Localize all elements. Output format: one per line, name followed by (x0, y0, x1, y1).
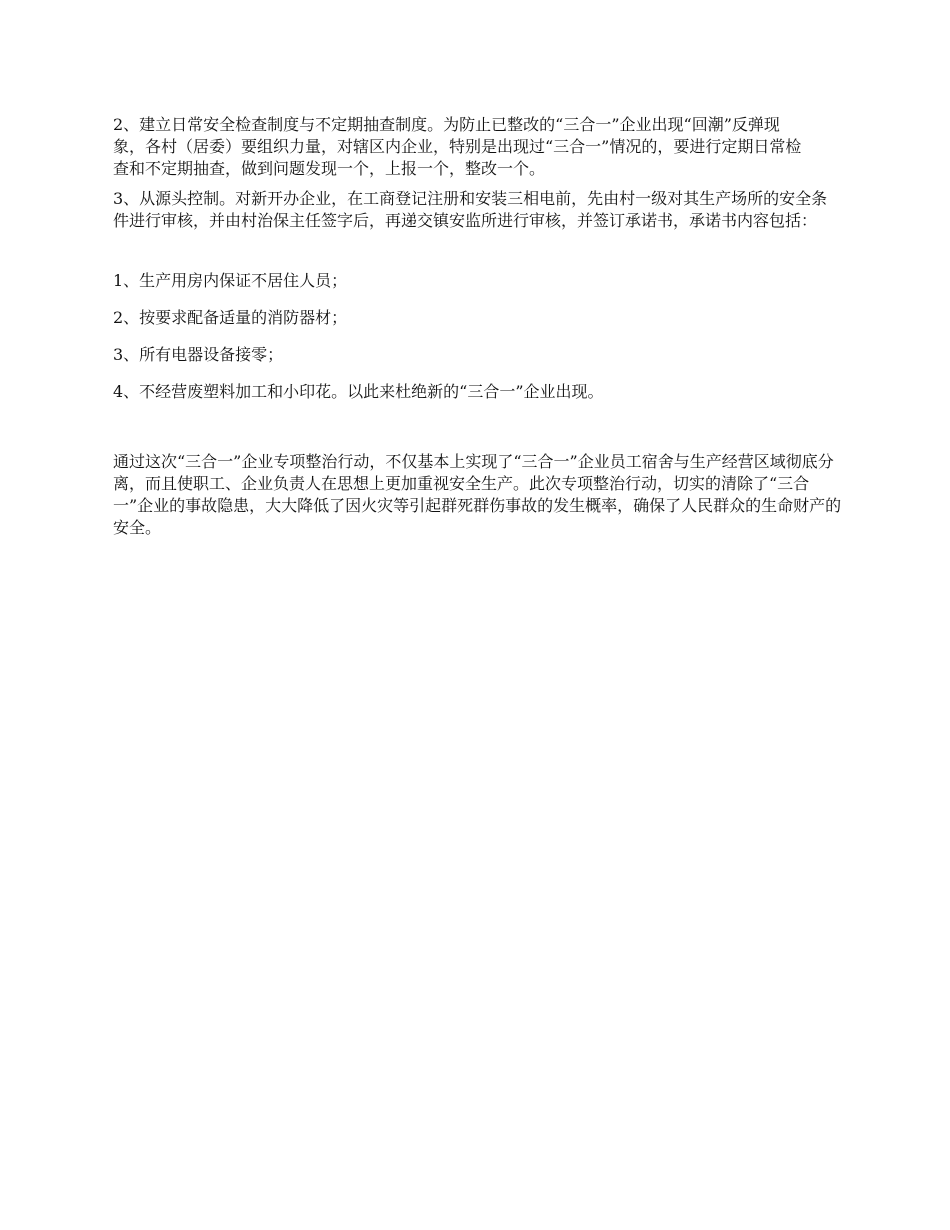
paragraph-conclusion: 通过这次“三合一”企业专项整治行动，不仅基本上实现了“三合一”企业员工宿舍与生产经营区域彻底分离，而且使职工、企业负责人在思想上更加重视安全生产。此次专项整治行动，切实的清除了“三合一”企业的事故隐患，大大降低了因火灾等引起群死群伤事故的发生概率，确保了人民群众的生命财产的安全。 (113, 452, 842, 537)
list-item-fire-equipment: 2、按要求配备适量的消防器材； (113, 308, 348, 327)
list-item-grounding: 3、所有电器设备接零； (113, 345, 284, 364)
list-item-no-residents: 1、生产用房内保证不居住人员； (113, 271, 348, 290)
list-item-no-plastic-processing: 4、不经营废塑料加工和小印花。以此来杜绝新的“三合一”企业出现。 (113, 382, 604, 401)
paragraph-source-control: 3、从源头控制。对新开办企业，在工商登记注册和安装三相电前，先由村一级对其生产场所的安全条件进行审核，并由村治保主任签字后，再递交镇安监所进行审核，并签订承诺书，承诺书内容包括： (113, 189, 828, 230)
paragraph-daily-inspection: 2、建立日常安全检查制度与不定期抽查制度。为防止已整改的“三合一”企业出现“回潮”反弹现象，各村（居委）要组织力量，对辖区内企业，特别是出现过“三合一”情况的，要进行定期日常检查和不定期抽查，做到问题发现一个，上报一个，整改一个。 (113, 115, 802, 178)
